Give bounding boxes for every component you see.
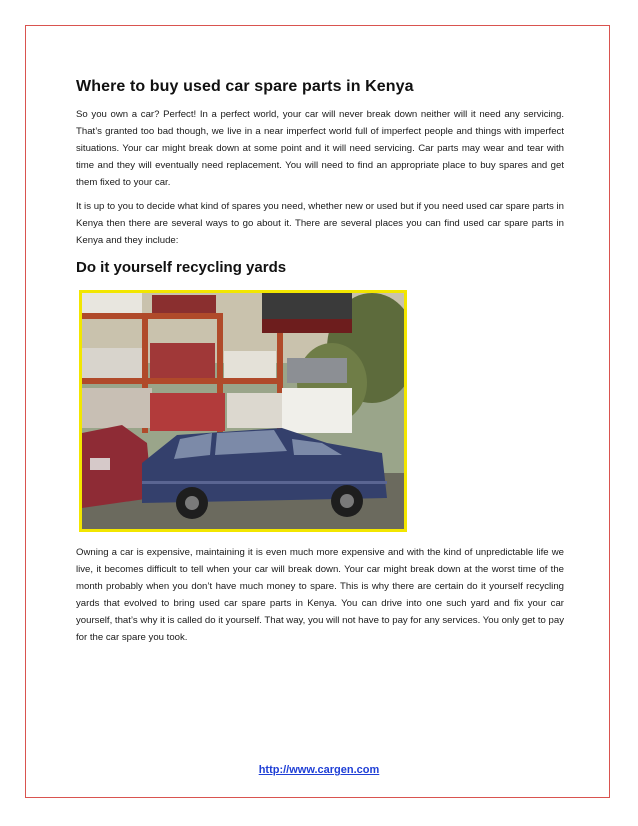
- section-paragraph: Owning a car is expensive, maintaining it is even much more expensive and with the kind of unpredictable life we live, it becomes difficult to tell when your car will break down. Your car might break down at the worst time of the month probably when you don’t have much money to spare. This is why there are certain do it yourself recycling yards that evolved to bring used car spare parts in Kenya. You can drive into one such yard and fix your car yourself, that’s why it is called do it yourself. That way, you will not have to pay for any services. You only get to pay for the car spare you took.: [76, 547, 564, 643]
- scrapyard-photo: [79, 290, 407, 532]
- scrapyard-photo-illustration: [82, 293, 404, 529]
- article-title: Where to buy used car spare parts in Kenya: [76, 78, 414, 95]
- intro-paragraph-1: So you own a car? Perfect! In a perfect world, your car will never break down neither will it need any servicing. That’s granted too bad though, we live in a near imperfect world full of imperfect people and things with imperfect situations. Your car might break down at some point and it will need servicing. Car parts may wear and tear with time and they will eventually need replacement. You will need to find an appropriate place to buy spares and get them fixed to your car.: [76, 109, 564, 188]
- intro-paragraph-2: It is up to you to decide what kind of spares you need, whether new or used but if you need used car spare parts in Kenya then there are several ways to go about it. There are several places you can find used car spare parts in Kenya and they include:: [76, 201, 564, 246]
- article-content: [76, 70, 564, 653]
- footer: [0, 760, 638, 778]
- website-link[interactable]: http://www.cargen.com: [258, 764, 380, 776]
- section-heading: Do it yourself recycling yards: [76, 259, 287, 276]
